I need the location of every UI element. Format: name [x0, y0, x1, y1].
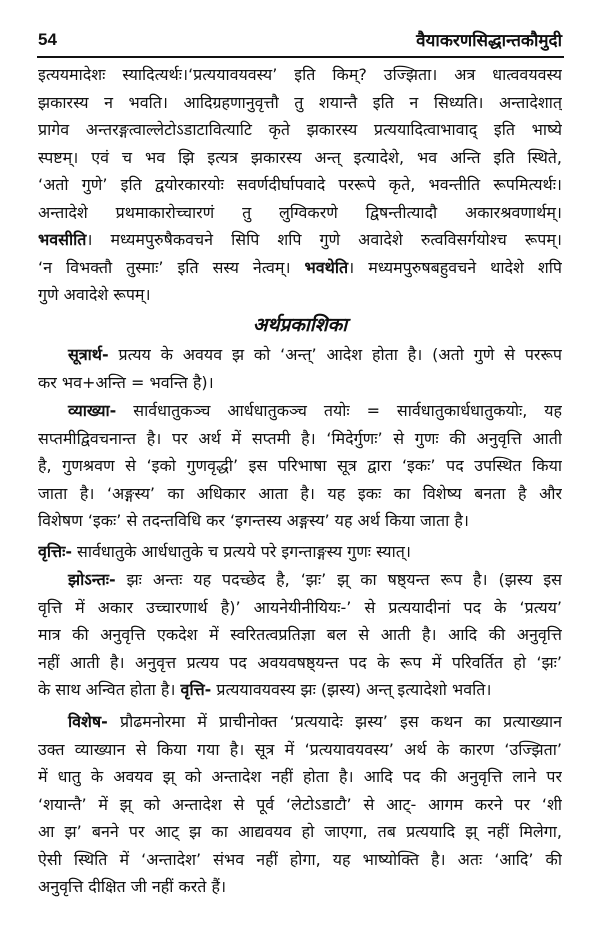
text-line: [38, 676, 562, 704]
bold-term: भवसीति: [38, 230, 87, 249]
text-line: [38, 61, 562, 89]
text-line: [38, 116, 562, 144]
text-segment: उक्त व्याख्यान से किया गया है। सूत्र में ‘प्रत्ययावयवस्य’ अर्थ के कारण ‘उज्झिता’: [38, 739, 562, 759]
text-line: [38, 480, 562, 508]
text-segment: ऐसी स्थिति में ‘अन्तादेश’ संभव नहीं होगा, यह भाष्योक्ति है। अतः ‘आदि’ की: [38, 849, 562, 869]
sutrartha-paragraph: [38, 341, 562, 396]
vishesh-paragraph: [38, 708, 562, 901]
text-segment: ‘न विभक्तौ तुस्माः’ इति सस्य नेत्वम्।: [38, 257, 305, 277]
text-line: [38, 507, 562, 535]
text-segment: गुणे अवादेशे रूपम्।: [38, 285, 151, 304]
text-segment: । मध्यमपुरुषबहुवचने थादेशे शपि: [348, 257, 562, 277]
text-line: [38, 818, 562, 846]
text-segment: अनुवृत्ति दीक्षित जी नहीं करते हैं।: [38, 877, 227, 896]
bold-term: सूत्रार्थ-: [68, 345, 109, 364]
text-segment: वृत्ति में अकार उच्चारणार्थ है)’ आयनेयीनीयियः-’ से प्रत्ययादीनां पद के ‘प्रत्यय’: [38, 597, 562, 617]
text-line: [38, 281, 562, 309]
text-line: [38, 649, 562, 677]
text-segment: झः अन्तः यह पदच्छेद है, ‘झः’ झ् का षष्ठ्यन्त रूप है। (झस्य इस: [115, 570, 562, 589]
text-segment: है, गुणश्रवण से ‘इको गुणवृद्धी’ इस परिभाषा सूत्र द्वारा ‘इकः’ पद उपस्थित किया: [38, 456, 562, 475]
text-line: [38, 538, 562, 566]
text-line: [38, 199, 562, 227]
text-line: [38, 397, 562, 425]
text-line: [38, 873, 562, 901]
text-line: [38, 89, 562, 117]
text-segment: सप्तमीद्विवचनान्त है। पर अर्थ में सप्तमी है। ‘मिदेर्गुणः’ से गुणः की अनुवृत्ति आती: [38, 428, 562, 448]
text-segment: मात्र की अनुवृत्ति एकदेश में स्वरितत्वप्रतिज्ञा बल से आती है। आदि की अनुवृत्ति: [38, 625, 562, 644]
bold-term: भवथेति: [304, 257, 349, 277]
running-title: वैयाकरणसिद्धान्तकौमुदी: [416, 31, 562, 51]
text-segment: प्रत्ययावयवस्य झः (झस्य) अन्त् इत्यादेशो भवति।: [211, 680, 492, 699]
text-segment: प्रौढमनोरमा में प्राचीनोक्त ‘प्रत्ययादेः झस्य’ इस कथन का प्रत्याख्यान: [107, 712, 562, 731]
text-segment: के साथ अन्वित होता है।: [38, 680, 181, 699]
text-line: [38, 791, 562, 819]
text-segment: स्पष्टम्। एवं च भव झि इत्यत्र झकारस्य अन्त् इत्यादेशे, भव अन्ति इति स्थिते,: [38, 147, 562, 167]
text-line: [38, 736, 562, 764]
text-segment: प्रागेव अन्तरङ्गत्वाल्लेटोऽडाटावित्याटि कृते झकारस्य प्रत्ययादित्वाभावाद् इति भाष्ये: [38, 120, 562, 139]
text-line: [38, 763, 562, 791]
text-segment: प्रत्यय के अवयव झ को ‘अन्त्’ आदेश होता है। (अतो गुणे से पररूप: [108, 345, 562, 364]
text-line: [38, 846, 562, 874]
text-segment: आ झ’ बनने पर आट् झ का आद्यवयव हो जाएगा, तब प्रत्ययादि झ् नहीं मिलेगा,: [38, 822, 562, 841]
text-segment: जाता है। ‘अङ्गस्य’ का अधिकार आता है। यह इकः का विशेष्य बनता है और: [38, 483, 562, 503]
bold-term: व्याख्या-: [68, 401, 117, 420]
bold-term: झोऽन्तः-: [68, 570, 116, 589]
text-line: [38, 708, 562, 736]
text-line: [38, 226, 562, 254]
jhontah-paragraph: [38, 566, 562, 704]
text-line: [38, 369, 562, 397]
text-segment: । मध्यमपुरुषैकवचने सिपि शपि गुणे अवादेशे रुत्वविसर्गयोश्च रूपम्।: [86, 230, 562, 249]
text-segment: इत्ययमादेशः स्यादित्यर्थः।‘प्रत्ययावयवस्य’ इति किम्? उज्झिता। अत्र धात्ववयवस्य: [38, 65, 562, 84]
text-segment: विशेषण ‘इकः’ से तदन्तविधि कर ‘इगन्तस्य अङ्गस्य’ यह अर्थ किया जाता है।: [38, 511, 469, 530]
text-segment: ‘अतो गुणे’ इति द्वयोरकारयोः सवर्णदीर्घापवादे पररूपे कृते, भवन्तीति रूपमित्यर्थः।: [38, 175, 562, 194]
text-segment: सार्वधातुके आर्धधातुके च प्रत्यये परे इगन्ताङ्गस्य गुणः स्यात्।: [71, 542, 411, 561]
page-number: 54: [38, 30, 57, 49]
text-line: [38, 566, 562, 594]
text-line: [38, 341, 562, 369]
text-line: [38, 144, 562, 172]
text-line: [38, 594, 562, 622]
bold-term: विशेष-: [68, 712, 108, 731]
text-segment: में धातु के अवयव झ् को अन्तादेश नहीं होता है। आदि पद की अनुवृत्ति लाने पर: [38, 767, 562, 786]
text-segment: ‘शयान्तै’ में झ् को अन्तादेश से पूर्व ‘लेटोऽडाटौ’ से आट्- आगम करने पर ‘शी: [38, 794, 562, 814]
text-line: [38, 452, 562, 480]
vritti-paragraph: [38, 538, 562, 566]
text-segment: झकारस्य न भवति। आदिग्रहणानुवृत्तौ तु शयान्तै इति न सिध्यति। अन्तादेशात्: [38, 92, 562, 112]
vyakhya-paragraph: [38, 397, 562, 535]
text-line: [38, 171, 562, 199]
text-segment: कर भव+अन्ति = भवन्ति है)।: [38, 372, 214, 392]
commentary-paragraph: [38, 61, 562, 309]
bold-term: वृत्तिः-: [38, 542, 72, 561]
text-segment: नहीं आती है। अनुवृत्त प्रत्यय पद अवयवषष्ठ्यन्त पद के रूप में परिवर्तित हो ‘झः’: [38, 652, 562, 672]
section-heading: अर्थप्रकाशिका: [252, 314, 348, 336]
bold-term: वृत्ति-: [180, 680, 212, 699]
text-line: [38, 425, 562, 453]
text-line: [38, 254, 562, 282]
text-segment: सार्वधातुकञ्च आर्धधातुकञ्च तयोः = सार्वधातुकार्धधातुकयोः, यह: [116, 401, 562, 420]
text-segment: अन्तादेशे प्रथमाकारोच्चारणं तु लुग्विकरणे द्विषन्तीत्यादौ अकारश्रवणार्थम्।: [38, 202, 562, 222]
header-rule: [37, 56, 564, 58]
text-line: [38, 621, 562, 649]
